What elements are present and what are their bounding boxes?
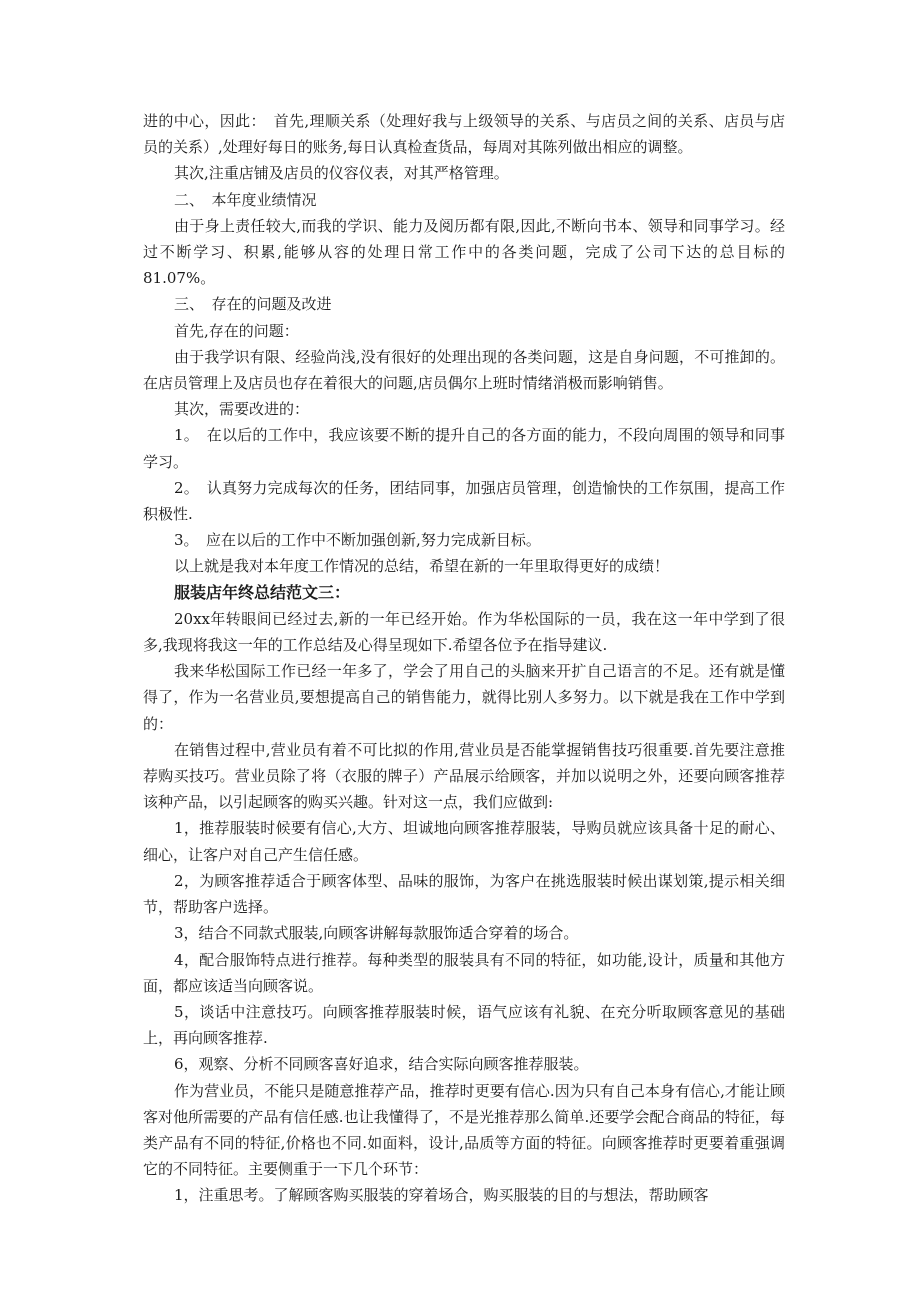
list-item: 1。 在以后的工作中，我应该要不断的提升自己的各方面的能力，不段向周围的领导和同事学习。 (143, 426, 785, 471)
paragraph: 由于身上责任较大,而我的学识、能力及阅历都有限,因此,不断向书本、领导和同事学习。经过不断学习、积累,能够从容的处理日常工作中的各类问题，完成了公司下达的总目标的81.07%。 (143, 216, 785, 288)
list-item: 1，注重思考。了解顾客购买服装的穿着场合，购买服装的目的与想法，帮助顾客 (174, 1186, 709, 1205)
list-item: 3。 应在以后的工作中不断加强创新,努力完成新目标。 (174, 531, 541, 550)
paragraph: 20xx年转眼间已经过去,新的一年已经开始。作为华松国际的一员，我在这一年中学到了很多,我现将我这一年的工作总结及心得呈现如下.希望各位予在指导建议. (143, 609, 785, 655)
paragraph: 以上就是我对本年度工作情况的总结，希望在新的一年里取得更好的成绩！ (174, 557, 670, 576)
article-title: 服装店年终总结范文三： (174, 582, 351, 602)
paragraph-continuation: 进的中心，因此： 首先,理顺关系（处理好我与上级领导的关系、与店员之间的关系、店员与店员的关系）,处理好每日的账务,每日认真检查货品，每周对其陈列做出相应的调整。 (143, 112, 785, 157)
paragraph: 其次，需要改进的： (174, 400, 310, 419)
list-item: 3，结合不同款式服装,向顾客讲解每款服饰适合穿着的场合。 (174, 924, 579, 943)
document-body (143, 108, 785, 1209)
list-item: 5，谈话中注意技巧。向顾客推荐服装时候，语气应该有礼貌、在充分听取顾客意见的基础上，再向顾客推荐. (143, 1002, 785, 1048)
list-item: 2。 认真努力完成每次的任务，团结同事，加强店员管理，创造愉快的工作氛围，提高工作积极性. (143, 478, 785, 524)
list-item: 6，观察、分析不同顾客喜好追求，结合实际向顾客推荐服装。 (174, 1055, 589, 1074)
paragraph: 在销售过程中,营业员有着不可比拟的作用,营业员是否能掌握销售技巧很重要.首先要注意推荐购买技巧。营业员除了将（衣服的牌子）产品展示给顾客，并加以说明之外，还要向顾客推荐该种产品，以引起顾客的购买兴趣。针对这一点，我们应做到: (143, 740, 785, 812)
list-item: 1，推荐服装时候要有信心,大方、坦诚地向顾客推荐服装，导购员就应该具备十足的耐心、细心，让客户对自己产生信任感。 (143, 819, 785, 864)
section-heading-problems: 三、 存在的问题及改进 (174, 295, 332, 314)
paragraph: 我来华松国际工作已经一年多了，学会了用自己的头脑来开扩自己语言的不足。还有就是懂得了，作为一名营业员,要想提高自己的销售能力，就得比别人多努力。以下就是我在工作中学到的： (143, 662, 785, 733)
paragraph: 首先,存在的问题： (174, 321, 299, 340)
section-heading-performance: 二、 本年度业绩情况 (174, 190, 317, 209)
paragraph: 作为营业员，不能只是随意推荐产品，推荐时更要有信心.因为只有自己本身有信心,才能让顾客对他所需要的产品有信任感.也让我懂得了，不是光推荐那么简单.还要学会配合商品的特征，每类产品有不同的特征,价格也不同.如面料，设计,品质等方面的特征。向顾客推荐时更要着重强调它的不同特征。主要侧重于一下几个环节： (143, 1081, 785, 1179)
list-item: 4，配合服饰特点进行推荐。每种类型的服装具有不同的特征，如功能,设计，质量和其他方面，都应该适当向顾客说。 (143, 950, 785, 995)
paragraph: 由于我学识有限、经验尚浅,没有很好的处理出现的各类问题，这是自身问题，不可推卸的。在店员管理上及店员也存在着很大的问题,店员偶尔上班时情绪消极而影响销售。 (143, 347, 785, 393)
list-item: 2，为顾客推荐适合于顾客体型、品味的服饰，为客户在挑选服装时候出谋划策,提示相关细节，帮助客户选择。 (143, 871, 785, 917)
paragraph: 其次,注重店铺及店员的仪容仪表，对其严格管理。 (174, 164, 509, 183)
